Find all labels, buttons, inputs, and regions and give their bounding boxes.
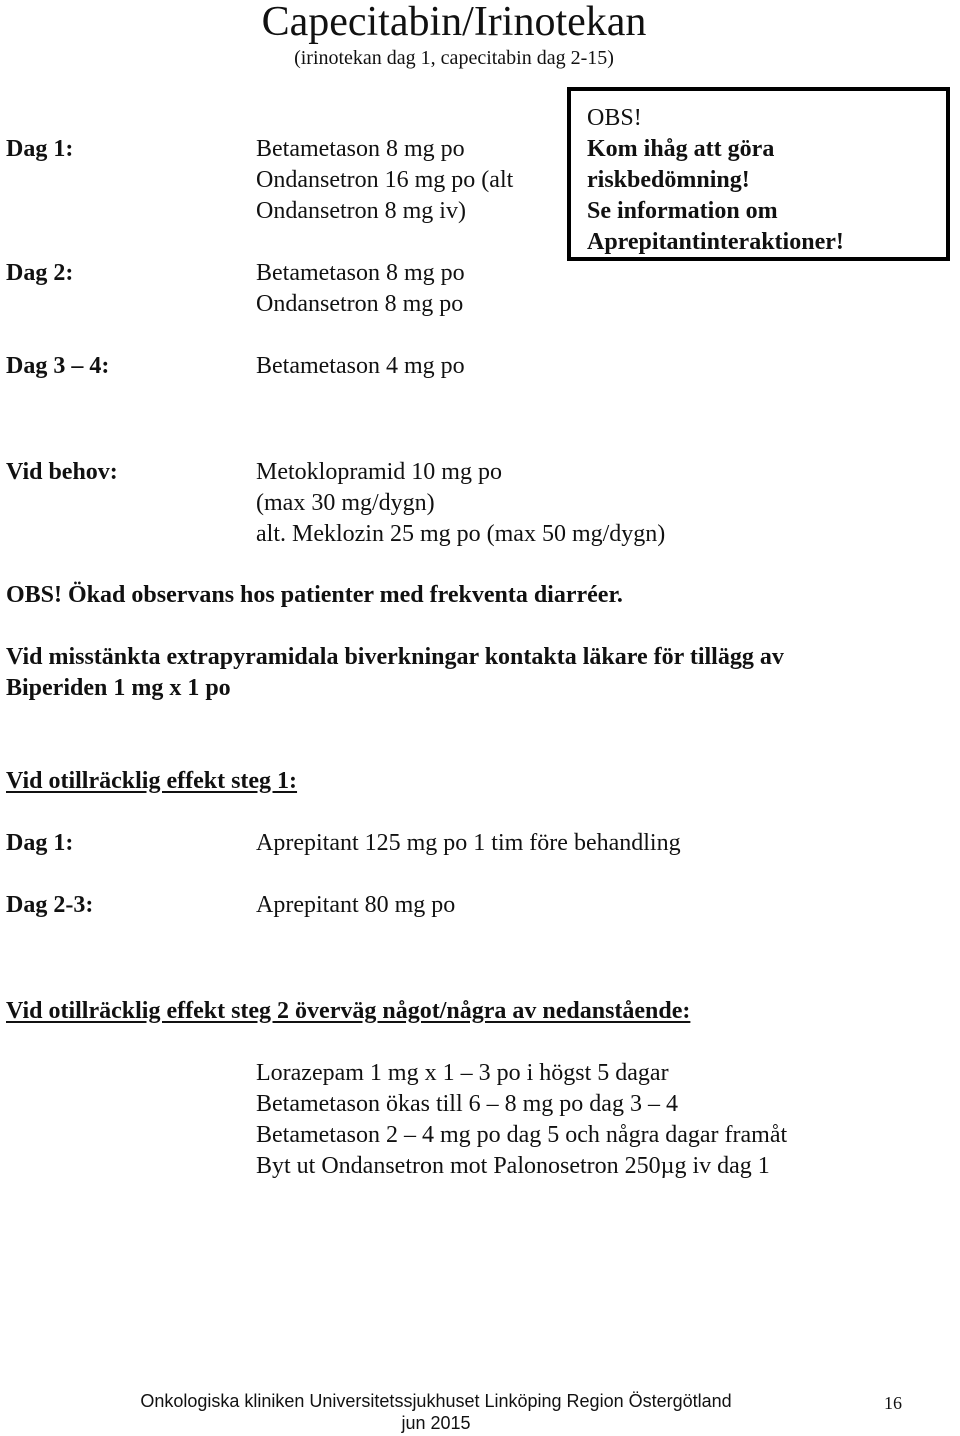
schedule-label-dag1: Dag 1: xyxy=(6,136,74,162)
obs-diarrea-note: OBS! Ökad observans hos patienter med frekventa diarréer. xyxy=(6,582,623,608)
obs-box-line2: Kom ihåg att göra xyxy=(587,136,775,162)
obs-box-heading: OBS! xyxy=(587,105,642,131)
step2-line1: Lorazepam 1 mg x 1 – 3 po i högst 5 dagar xyxy=(256,1060,669,1086)
vid-behov-line1: Metoklopramid 10 mg po xyxy=(256,459,502,485)
schedule-dag1-line2: Ondansetron 16 mg po (alt xyxy=(256,167,514,193)
schedule-dag2-line1: Betametason 8 mg po xyxy=(256,260,465,286)
schedule-dag1-line1: Betametason 8 mg po xyxy=(256,136,465,162)
step1-dag1-text: Aprepitant 125 mg po 1 tim före behandling xyxy=(256,830,681,856)
schedule-label-dag3-4: Dag 3 – 4: xyxy=(6,353,110,379)
step1-dag2-3-text: Aprepitant 80 mg po xyxy=(256,892,456,918)
step1-label-dag2-3: Dag 2-3: xyxy=(6,892,94,918)
step2-line3: Betametason 2 – 4 mg po dag 5 och några dagar framåt xyxy=(256,1122,788,1148)
obs-box-line5: Aprepitantinteraktioner! xyxy=(587,229,844,255)
schedule-dag1-line3: Ondansetron 8 mg iv) xyxy=(256,198,466,224)
vid-behov-line3: alt. Meklozin 25 mg po (max 50 mg/dygn) xyxy=(256,521,666,547)
vid-behov-line2: (max 30 mg/dygn) xyxy=(256,490,435,516)
step2-heading: Vid otillräcklig effekt steg 2 överväg något/några av nedanstående: xyxy=(6,998,691,1024)
vid-behov-label: Vid behov: xyxy=(6,459,118,485)
footer-date: jun 2015 xyxy=(401,1413,471,1433)
schedule-dag3-4-line1: Betametason 4 mg po xyxy=(256,353,465,379)
schedule-label-dag2: Dag 2: xyxy=(6,260,74,286)
document-title: Capecitabin/Irinotekan xyxy=(261,0,647,45)
extrapyramidal-note-line1: Vid misstänkta extrapyramidala biverkningar kontakta läkare för tillägg av xyxy=(6,644,784,670)
step2-line4: Byt ut Ondansetron mot Palonosetron 250µg iv dag 1 xyxy=(256,1153,770,1179)
extrapyramidal-note-line2: Biperiden 1 mg x 1 po xyxy=(6,675,231,701)
step2-line2: Betametason ökas till 6 – 8 mg po dag 3 – 4 xyxy=(256,1091,678,1117)
page-footer xyxy=(0,1390,872,1434)
document-subtitle: (irinotekan dag 1, capecitabin dag 2-15) xyxy=(294,47,614,69)
step1-label-dag1: Dag 1: xyxy=(6,830,74,856)
page-number: 16 xyxy=(884,1393,902,1413)
obs-box-line3: riskbedömning! xyxy=(587,167,750,193)
schedule-dag2-line2: Ondansetron 8 mg po xyxy=(256,291,464,317)
obs-box-line4: Se information om xyxy=(587,198,778,224)
footer-institution: Onkologiska kliniken Universitetssjukhuset Linköping Region Östergötland xyxy=(140,1391,732,1411)
obs-warning-box xyxy=(567,87,950,261)
step1-heading: Vid otillräcklig effekt steg 1: xyxy=(6,768,298,794)
